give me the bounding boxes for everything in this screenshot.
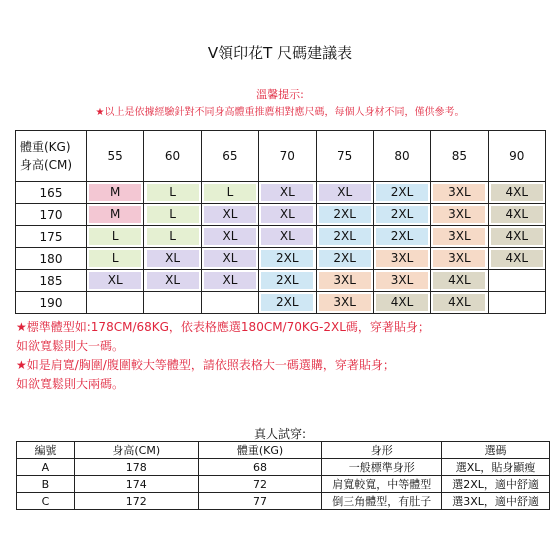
fitting-test-cell: 178 [74, 459, 198, 476]
size-label: 3XL [376, 250, 428, 267]
size-label: L [147, 206, 199, 223]
fitting-test-header-cell: 體重(KG) [198, 442, 322, 459]
weight-header-cell: 65 [201, 131, 258, 182]
size-label: XL [204, 206, 256, 223]
fitting-test-cell: 68 [198, 459, 322, 476]
size-label: 4XL [491, 250, 543, 267]
size-label: L [89, 250, 141, 267]
weight-header-cell: 80 [373, 131, 430, 182]
fitting-test-cell: A [17, 459, 75, 476]
size-label: 2XL [319, 228, 371, 245]
size-label: XL [147, 272, 199, 289]
size-label: 4XL [376, 294, 428, 311]
size-cell [144, 270, 201, 292]
size-cell [373, 270, 430, 292]
fitting-test-header-cell: 選碼 [442, 442, 550, 459]
size-cell [316, 248, 373, 270]
size-label: 3XL [319, 294, 371, 311]
tip-line: 如欲寬鬆則大一碼。 [16, 339, 125, 353]
size-label: L [147, 184, 199, 201]
weight-axis-label: 體重(KG) [20, 140, 71, 154]
height-cell: 175 [16, 226, 87, 248]
size-cell [201, 292, 258, 314]
size-cell [259, 226, 316, 248]
size-chart-row [16, 182, 546, 204]
size-chart-header-row [16, 131, 546, 182]
size-cell [259, 248, 316, 270]
fitting-test-header-cell: 身高(CM) [74, 442, 198, 459]
fitting-test-cell: 選3XL，適中舒適 [442, 493, 550, 510]
tip-line: ★標準體型如:178CM/68KG，依表格應選180CM/70KG-2XL碼，穿著貼身； [16, 320, 430, 334]
size-cell [431, 182, 488, 204]
size-cell [87, 248, 144, 270]
size-cell [488, 226, 545, 248]
height-axis-label: 身高(CM) [20, 158, 73, 172]
height-cell: 190 [16, 292, 87, 314]
size-label: M [89, 206, 141, 223]
size-label: 3XL [433, 228, 485, 245]
tip-line: 如欲寬鬆則大兩碼。 [16, 377, 125, 391]
size-cell [373, 248, 430, 270]
size-cell [259, 204, 316, 226]
size-cell [431, 226, 488, 248]
size-cell [87, 292, 144, 314]
size-cell [144, 226, 201, 248]
size-label: 3XL [319, 272, 371, 289]
fitting-test-header-row [17, 442, 550, 459]
size-label: 2XL [376, 228, 428, 245]
size-label: 2XL [261, 250, 313, 267]
size-cell [488, 204, 545, 226]
size-cell [201, 182, 258, 204]
fitting-test-cell: 選XL，貼身顯瘦 [442, 459, 550, 476]
fitting-test-cell: C [17, 493, 75, 510]
weight-header-cell: 85 [431, 131, 488, 182]
size-label: M [89, 184, 141, 201]
size-label: XL [261, 184, 313, 201]
size-label: 2XL [376, 184, 428, 201]
weight-header-cell: 75 [316, 131, 373, 182]
fitting-test-cell: 倒三角體型，有肚子 [322, 493, 442, 510]
size-label: XL [204, 272, 256, 289]
size-label: 4XL [491, 228, 543, 245]
height-cell: 180 [16, 248, 87, 270]
fitting-test-cell: 72 [198, 476, 322, 493]
size-cell [316, 270, 373, 292]
size-label: 4XL [433, 294, 485, 311]
size-label: XL [89, 272, 141, 289]
size-cell [488, 182, 545, 204]
size-cell [144, 292, 201, 314]
size-chart-row [16, 292, 546, 314]
size-label: 4XL [433, 272, 485, 289]
weight-header-cell: 55 [87, 131, 144, 182]
fitting-test-row [17, 493, 550, 510]
size-cell [373, 182, 430, 204]
page-title: V領印花T 尺碼建議表 [207, 44, 353, 62]
fitting-test-table [16, 441, 550, 510]
size-cell [201, 270, 258, 292]
fitting-test-cell: 肩寬較寬，中等體型 [322, 476, 442, 493]
fitting-test-cell: 172 [74, 493, 198, 510]
height-cell: 165 [16, 182, 87, 204]
fitting-test-header-cell: 身形 [322, 442, 442, 459]
size-chart-row [16, 204, 546, 226]
size-cell [316, 182, 373, 204]
size-label: 4XL [491, 184, 543, 201]
size-chart-row [16, 270, 546, 292]
fitting-test-cell: 77 [198, 493, 322, 510]
size-cell [259, 270, 316, 292]
size-label: 4XL [491, 206, 543, 223]
size-label: XL [261, 228, 313, 245]
size-cell [373, 226, 430, 248]
size-cell [259, 292, 316, 314]
fitting-test-cell: 選2XL，適中舒適 [442, 476, 550, 493]
size-label: 2XL [261, 294, 313, 311]
fitting-test-row [17, 459, 550, 476]
height-cell: 170 [16, 204, 87, 226]
size-cell [87, 226, 144, 248]
size-cell [259, 182, 316, 204]
size-cell [144, 204, 201, 226]
fitting-test-row [17, 476, 550, 493]
size-cell [431, 292, 488, 314]
size-label: L [204, 184, 256, 201]
fitting-test-cell: 一般標準身形 [322, 459, 442, 476]
size-cell [488, 248, 545, 270]
size-label: XL [204, 228, 256, 245]
size-chart-table [15, 130, 546, 314]
size-cell [373, 292, 430, 314]
size-label: 2XL [376, 206, 428, 223]
size-cell [373, 204, 430, 226]
size-label: 3XL [433, 184, 485, 201]
fitting-test-title: 真人試穿: [253, 427, 307, 441]
size-label: 2XL [319, 250, 371, 267]
size-label: XL [261, 206, 313, 223]
size-label: XL [147, 250, 199, 267]
size-cell [87, 182, 144, 204]
size-cell [316, 204, 373, 226]
weight-header-cell: 70 [259, 131, 316, 182]
size-cell [431, 204, 488, 226]
size-cell [201, 226, 258, 248]
size-cell [488, 292, 545, 314]
size-cell [201, 248, 258, 270]
size-label: 2XL [319, 206, 371, 223]
size-label: 2XL [261, 272, 313, 289]
size-tips [16, 318, 546, 394]
notice-title: 溫馨提示: [256, 88, 304, 101]
height-cell: 185 [16, 270, 87, 292]
weight-header-cell: 60 [144, 131, 201, 182]
size-label: XL [319, 184, 371, 201]
size-cell [144, 182, 201, 204]
size-label: L [89, 228, 141, 245]
size-cell [488, 270, 545, 292]
fitting-test-header-cell: 編號 [17, 442, 75, 459]
size-cell [87, 270, 144, 292]
size-cell [316, 226, 373, 248]
size-label: 3XL [433, 250, 485, 267]
weight-header-cell: 90 [488, 131, 545, 182]
size-cell [431, 248, 488, 270]
notice-text: ★以上是依據經驗針對不同身高體重推薦相對應尺碼，每個人身材不同，僅供參考。 [95, 107, 465, 118]
corner-header [16, 131, 87, 182]
tip-line: ★如是肩寬/胸圍/腹圍較大等體型，請依照表格大一碼選購，穿著貼身； [16, 358, 395, 372]
size-cell [316, 292, 373, 314]
size-label: XL [204, 250, 256, 267]
size-chart-row [16, 248, 546, 270]
fitting-test-cell: 174 [74, 476, 198, 493]
size-cell [87, 204, 144, 226]
size-label: L [147, 228, 199, 245]
size-cell [201, 204, 258, 226]
size-label: 3XL [376, 272, 428, 289]
fitting-test-cell: B [17, 476, 75, 493]
size-cell [144, 248, 201, 270]
size-chart-row [16, 226, 546, 248]
size-label: 3XL [433, 206, 485, 223]
size-cell [431, 270, 488, 292]
